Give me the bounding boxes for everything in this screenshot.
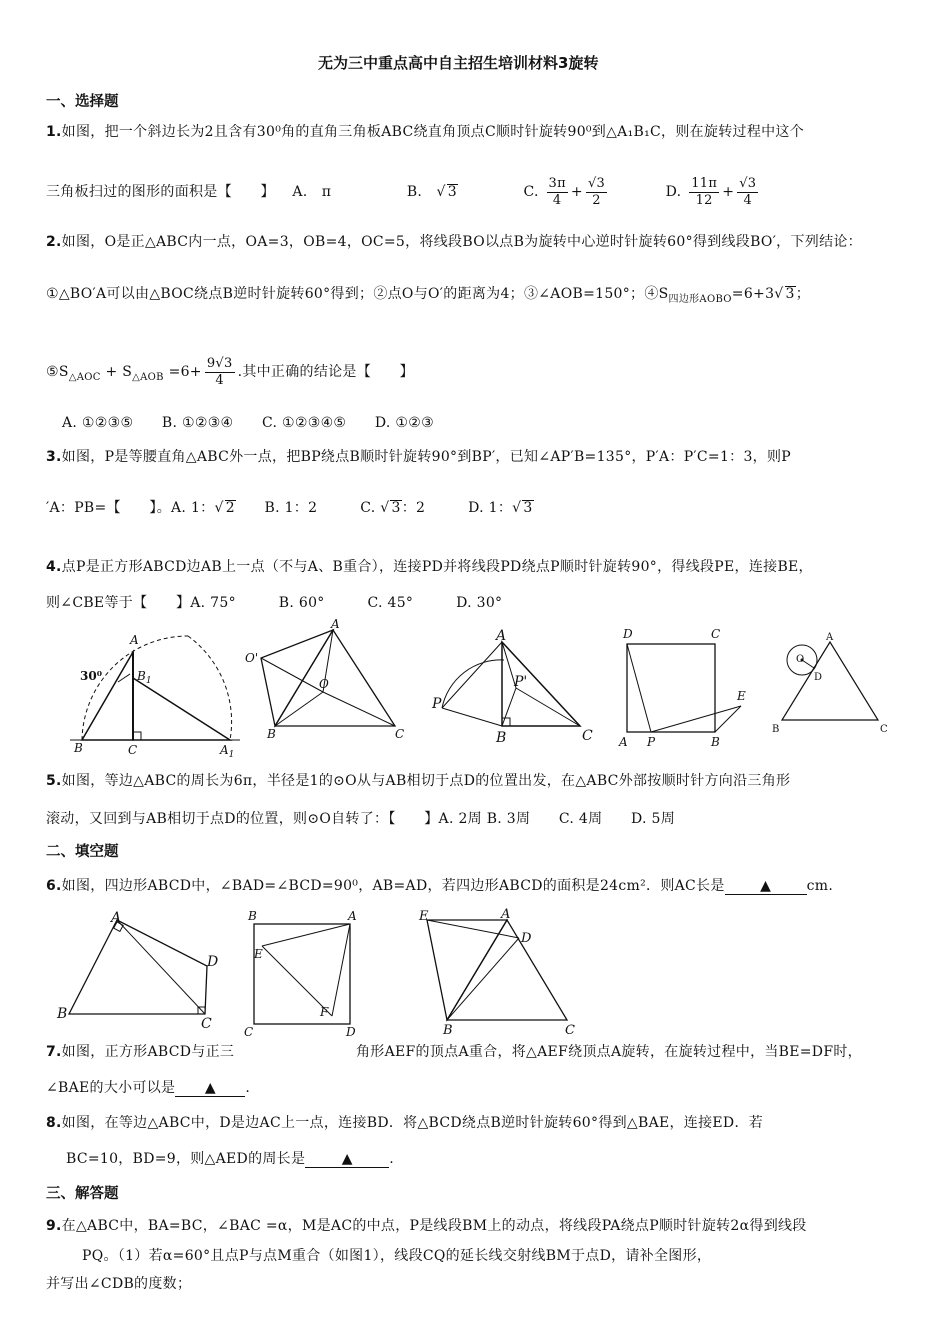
fig7-label-f: F bbox=[320, 1005, 329, 1019]
fig4-label-c: C bbox=[711, 627, 721, 641]
fig3-label-c: C bbox=[582, 728, 593, 744]
fig4-label-a: A bbox=[619, 735, 628, 749]
fig5-label-d: D bbox=[814, 672, 823, 683]
question-4-line-2: 则∠CBE等于【 】A. 75° B. 60° C. 45° D. 30° bbox=[46, 595, 503, 611]
fig1-label-b: B bbox=[74, 741, 83, 755]
fig6-label-b: B bbox=[57, 1006, 68, 1022]
question-8-line-1: 8.如图，在等边△ABC中，D是边AC上一点，连接BD．将△BCD绕点B逆时针旋转60°得到△BAE，连接ED．若 bbox=[46, 1115, 764, 1131]
question-4-line-1: 4.点P是正方形ABCD边AB上一点（不与A、B重合），连接PD并将线段PD绕点P顺时针旋转90°，得线段PE，连接BE， bbox=[46, 559, 813, 575]
fig3-label-p1: P' bbox=[514, 674, 528, 690]
fig2-label-o: O bbox=[319, 677, 329, 691]
fig7-label-d: D bbox=[346, 1025, 356, 1039]
question-3-line-2: ′A：PB=【 】。A. 1：√ 2 B. 1：2 C. √ 3：2 D. 1：√ 3 bbox=[46, 500, 533, 516]
question-3-line-1: 3.如图，P是等腰直角△ABC外一点，把BP绕点B顺时针旋转90°到BP′，已知∠AP′B=135°，P′A：P′C=1：3，则P bbox=[46, 449, 791, 465]
figure-5-rolling-circle bbox=[768, 630, 898, 740]
question-2-line-2: ①△BO′A可以由△BOC绕点B逆时针旋转60°得到；②点O与O′的距离为4；③∠AOB=150°；$④S_{四边形AOBO}=6+3√$ 3； bbox=[46, 286, 811, 305]
figure-1-rotating-triangle bbox=[70, 630, 245, 760]
fig1-label-b1: $B_1$ bbox=[137, 669, 152, 686]
fig1-label-a: A bbox=[130, 633, 139, 647]
section-heading-choice: 一、选择题 bbox=[46, 94, 119, 110]
fig6-label-d: D bbox=[207, 954, 219, 970]
question-9-line-3: 并写出∠CDB的度数； bbox=[46, 1276, 192, 1292]
section-heading-solve: 三、解答题 bbox=[46, 1186, 119, 1202]
fig4-label-d: D bbox=[623, 627, 633, 641]
figure-8-equilateral-rotation bbox=[415, 907, 585, 1038]
fig4-label-e: E bbox=[737, 689, 746, 703]
fig2-label-a: A bbox=[331, 617, 340, 631]
q1-option-c: C. $\frac{3\pi}{4}$ + $\frac{√3}{2}$ bbox=[523, 175, 606, 208]
fig8-label-b: B bbox=[443, 1023, 453, 1038]
question-2-line-3: $⑤S_{\triangle AOC} + S_{\triangle AOB} =6+$ $\frac{9√3}{4}$ .其中正确的结论是【 】 bbox=[46, 355, 414, 388]
fig3-label-b: B bbox=[496, 730, 507, 746]
question-5-line-1: 5.如图，等边△ABC的周长为6π，半径是1的⊙O从与AB相切于点D的位置出发，在△ABC外部按顺时针方向沿三角形 bbox=[46, 773, 791, 789]
fig7-label-a: A bbox=[348, 909, 357, 923]
question-7-line-1b: 角形AEF的顶点A重合，将△AEF绕顶点A旋转，在旋转过程中，当BE=DF时， bbox=[356, 1044, 862, 1060]
fig5-label-o: O bbox=[796, 654, 805, 665]
question-7-line-1a: 7.如图，正方形ABCD与正三 bbox=[46, 1044, 235, 1060]
fig3-label-p: P bbox=[432, 696, 442, 712]
question-2-line-1: 2.如图，O是正△ABC内一点，OA=3，OB=4，OC=5，将线段BO以点B为旋转中心逆时针旋转60°得到线段BO′，下列结论： bbox=[46, 234, 862, 250]
question-9-line-2: PQ。（1）若α=60°且点P与点M重合（如图1），线段CQ的延长线交射线BM于点D，请补全图形， bbox=[82, 1248, 712, 1264]
figure-6-quadrilateral bbox=[55, 910, 225, 1030]
fig1-label-a1: $A_1$ bbox=[220, 743, 235, 760]
fig1-label-angle: 30⁰ bbox=[80, 669, 102, 683]
question-8-line-2: BC=10，BD=9，则△AED的周长是 ▲ . bbox=[66, 1151, 395, 1167]
q8-answer-blank[interactable]: ▲ bbox=[305, 1151, 389, 1168]
question-2-options: A. ①②③⑤ B. ①②③④ C. ①②③④⑤ D. ①②③ bbox=[62, 415, 434, 431]
fig8-label-c: C bbox=[565, 1023, 575, 1038]
page-title: 无为三中重点高中自主招生培训材料3旋转 bbox=[318, 54, 599, 72]
fig4-label-p: P bbox=[647, 735, 656, 749]
question-1-line-2: 三角板扫过的图形的面积是【 】 A. π B. √ 3 C. $\frac{3\pi}{4}$ + $\frac{√3}{2}$ D. $\frac{11\pi}{12}$ + $\frac{√3}{4}$ bbox=[46, 170, 761, 218]
figure-7-square-triangle bbox=[240, 908, 365, 1038]
fig7-label-e: E bbox=[254, 947, 263, 961]
fig8-label-e: E bbox=[419, 909, 429, 924]
fig1-label-c: C bbox=[128, 743, 138, 757]
fig4-label-b: B bbox=[711, 735, 720, 749]
q1-option-a: A. π bbox=[292, 184, 332, 200]
fig7-label-c: C bbox=[244, 1025, 254, 1039]
q1-option-b: B. √ 3 bbox=[406, 184, 457, 200]
question-7-line-2: ∠BAE的大小可以是 ▲ . bbox=[46, 1080, 251, 1096]
fig5-label-b: B bbox=[772, 724, 780, 735]
question-5-line-2: 滚动，又回到与AB相切于点D的位置，则⊙O自转了：【 】A. 2周 B. 3周 C. 4周 D. 5周 bbox=[46, 811, 676, 827]
fig5-label-a: A bbox=[826, 632, 834, 643]
fig2-label-b: B bbox=[267, 727, 276, 741]
q7-answer-blank[interactable]: ▲ bbox=[175, 1080, 245, 1097]
fig3-label-a: A bbox=[496, 628, 507, 644]
fig2-label-c: C bbox=[395, 727, 405, 741]
fig2-label-o1: O' bbox=[245, 651, 259, 665]
question-1-line-1: 1.如图，把一个斜边长为2且含有30⁰角的直角三角板ABC绕直角顶点C顺时针旋转90⁰到△A₁B₁C，则在旋转过程中这个 bbox=[46, 124, 805, 140]
figure-2-equilateral-point-o bbox=[245, 617, 410, 742]
figure-4-square-rotation bbox=[615, 628, 755, 748]
fig7-label-b: B bbox=[248, 909, 257, 923]
q6-answer-blank[interactable]: ▲ bbox=[725, 878, 807, 895]
fig6-label-a: A bbox=[111, 910, 122, 926]
fig5-label-c: C bbox=[880, 724, 888, 735]
section-heading-fill: 二、填空题 bbox=[46, 844, 119, 860]
q1-option-d: D. $\frac{11\pi}{12}$ + $\frac{√3}{4}$ bbox=[665, 175, 757, 208]
fig6-label-c: C bbox=[201, 1016, 212, 1032]
question-9-line-1: 9.在△ABC中，BA=BC，∠BAC =α，M是AC的中点，P是线段BM上的动点，将线段PA绕点P顺时针旋转2α得到线段 bbox=[46, 1218, 807, 1234]
question-6: 6.如图，四边形ABCD中，∠BAD=∠BCD=90⁰，AB=AD，若四边形ABCD的面积是24cm²．则AC长是 ▲ cm. bbox=[46, 878, 834, 894]
fig8-label-d: D bbox=[521, 931, 532, 946]
fig8-label-a: A bbox=[501, 907, 511, 922]
figure-3-isosceles-right-p bbox=[430, 628, 600, 746]
